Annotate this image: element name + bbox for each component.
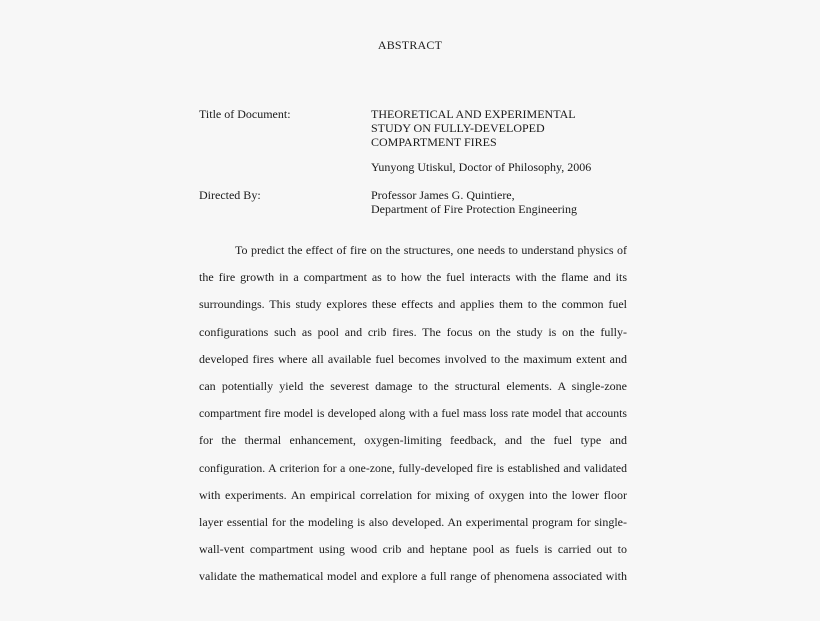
body-line: configurations such as pool and crib fires. The focus on the study is on the fully- — [199, 324, 627, 339]
title-label: Title of Document: — [199, 107, 291, 121]
document-title-line: STUDY ON FULLY-DEVELOPED — [371, 121, 545, 135]
abstract-heading: ABSTRACT — [377, 38, 443, 52]
body-line: layer essential for the modeling is also developed. An experimental program for single- — [199, 514, 627, 529]
body-line: wall-vent compartment using wood crib and heptane pool as fuels is carried out to — [199, 542, 627, 557]
body-line: validate the mathematical model and explore a full range of phenomena associated with — [199, 569, 627, 584]
abstract-body — [199, 237, 627, 590]
director-info — [371, 188, 577, 216]
body-line: surroundings. This study explores these effects and applies them to the common fuel — [199, 297, 627, 312]
body-line: compartment fire model is developed along with a fuel mass loss rate model that accounts — [199, 407, 627, 421]
body-line: can potentially yield the severest damage to the structural elements. A single-zone — [199, 378, 627, 393]
author-line: Yunyong Utiskul, Doctor of Philosophy, 2006 — [371, 160, 592, 174]
director-line: Professor James G. Quintiere, — [371, 188, 515, 202]
body-line: developed fires where all available fuel becomes involved to the maximum extent and — [199, 351, 627, 366]
body-line: configuration. A criterion for a one-zone, fully-developed fire is established and validated — [199, 461, 627, 475]
body-line: the fire growth in a compartment as to how the fuel interacts with the flame and its — [199, 270, 627, 285]
body-line: with experiments. An empirical correlation for mixing of oxygen into the lower floor — [199, 487, 627, 502]
director-line: Department of Fire Protection Engineering — [371, 202, 577, 216]
body-line: for the thermal enhancement, oxygen-limiting feedback, and the fuel type and — [199, 433, 627, 448]
body-line: To predict the effect of fire on the structures, one needs to understand physics of — [235, 243, 627, 257]
document-title-line: THEORETICAL AND EXPERIMENTAL — [371, 107, 576, 121]
directed-label: Directed By: — [199, 188, 261, 202]
document-title — [371, 107, 576, 149]
document-title-line: COMPARTMENT FIRES — [371, 135, 497, 149]
